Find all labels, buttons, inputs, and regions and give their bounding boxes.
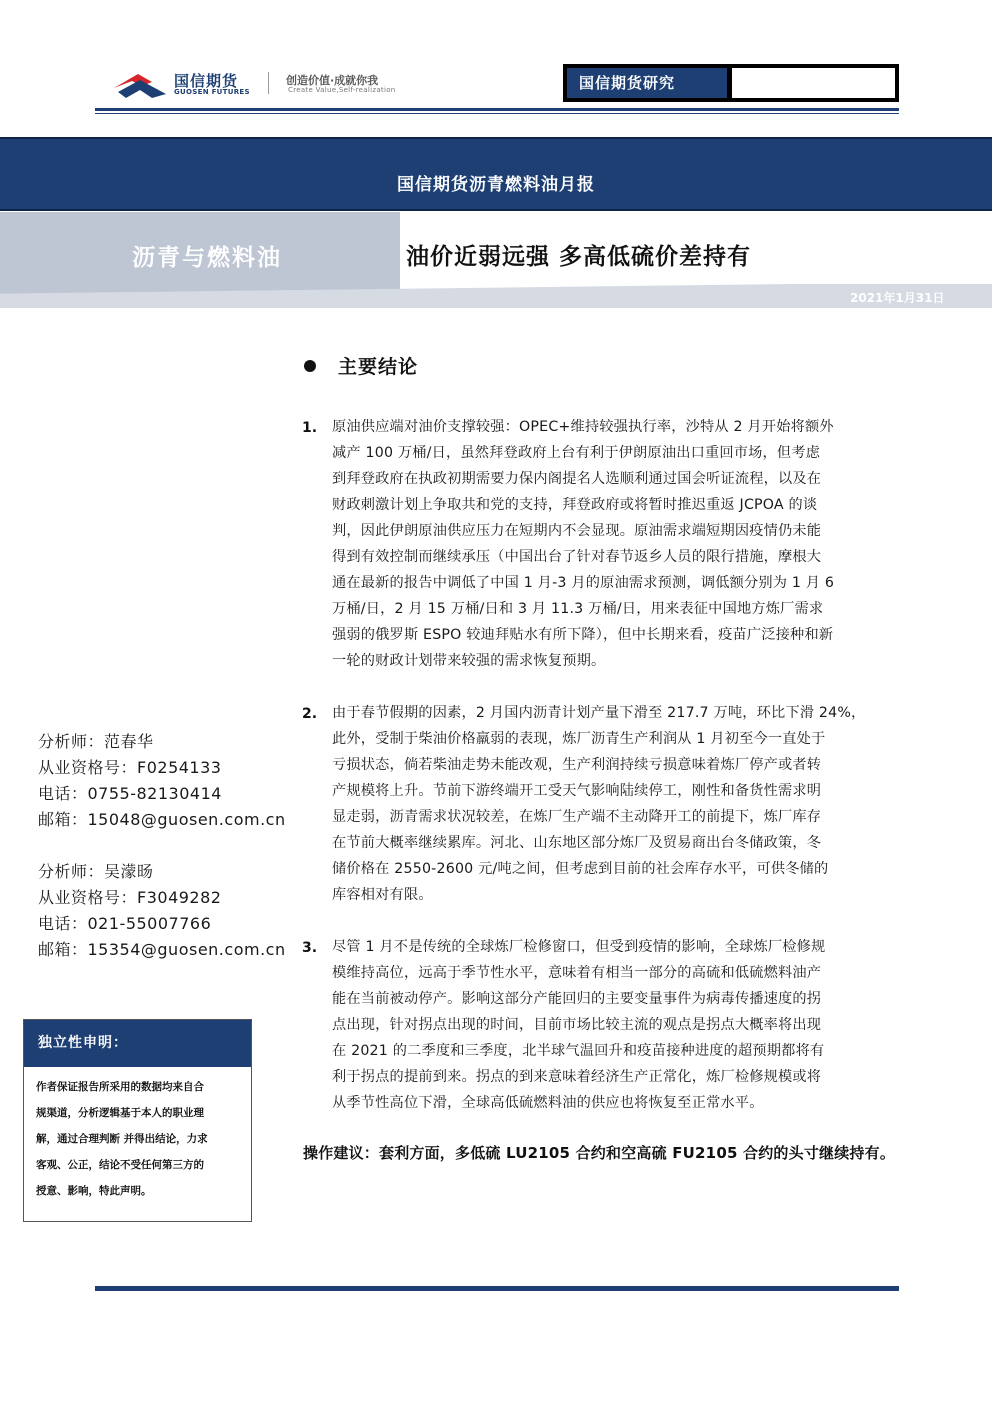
- footer-rule: [95, 1286, 899, 1291]
- paragraph-line: 尽管 1 月不是传统的全球炼厂检修窗口，但受到疫情的影响，全球炼厂检修规: [332, 939, 826, 955]
- header-rule-thin: [95, 113, 899, 114]
- paragraph-line: 点出现，针对拐点出现的时间，目前市场比较主流的观点是拐点大概率将出现: [332, 1017, 822, 1033]
- paragraph-line: 得到有效控制而继续承压（中国出台了针对春节返乡人员的限行措施，摩根大: [332, 549, 822, 565]
- paragraph-number: 2.: [302, 706, 318, 722]
- paragraph-body: [332, 414, 920, 674]
- slogan: 创造价值·成就你我: [286, 74, 379, 87]
- paragraph-line: 在 2021 的二季度和三季度，北半球气温回升和疫苗接种进度的超预期都将有: [332, 1043, 825, 1059]
- report-date: 2021年1月31日: [850, 291, 945, 305]
- paragraph-line: 到拜登政府在执政初期需要力保内阁提名人选顺利通过国会听证流程，以及在: [332, 471, 822, 487]
- headline: 油价近弱远强 多高低硫价差持有: [406, 244, 752, 270]
- analyst-card: [38, 729, 286, 833]
- analyst-phone: 电话：0755-82130414: [38, 784, 222, 803]
- research-label: 国信期货研究: [567, 68, 727, 98]
- analyst-cert: 从业资格号：F3049282: [38, 888, 222, 907]
- slogan-english: Create Value,Self-realization: [288, 86, 396, 94]
- guosen-logo-icon: [112, 68, 168, 102]
- analyst-name: 分析师：范春华: [38, 732, 154, 751]
- analyst-card: [38, 859, 286, 963]
- category-label: 沥青与燃料油: [132, 245, 282, 271]
- paragraph-line: 原油供应端对油价支撑较强：OPEC+维持较强执行率，沙特从 2 月开始将额外: [332, 419, 834, 435]
- header-rule: [95, 108, 899, 111]
- paragraph-number: 1.: [302, 420, 318, 436]
- operation-advice: 操作建议：套利方面，多低硫 LU2105 合约和空高硫 FU2105 合约的头寸继续持有。: [303, 1144, 896, 1162]
- disclaimer-line: 客观、公正，结论不受任何第三方的: [36, 1159, 204, 1171]
- paragraph-line: 由于春节假期的因素，2 月国内沥青计划产量下滑至 217.7 万吨，环比下滑 24%，: [332, 705, 866, 721]
- analyst-email: 邮箱：15354@guosen.com.cn: [38, 940, 286, 959]
- paragraph-line: 产规模将上升。节前下游终端开工受天气影响陆续停工，刚性和备货性需求明: [332, 783, 822, 799]
- paragraph-body: [332, 700, 920, 908]
- section-title: 主要结论: [338, 356, 419, 378]
- research-blank: [732, 68, 895, 98]
- paragraph-line: 财政刺激计划上争取共和党的支持，拜登政府或将暂时推迟重返 JCPOA 的谈: [332, 497, 818, 513]
- paragraph-line: 强弱的俄罗斯 ESPO 较迪拜贴水有所下降），但中长期来看，疫苗广泛接种和新: [332, 627, 834, 643]
- paragraph-line: 一轮的财政计划带来较强的需求恢复预期。: [332, 653, 606, 669]
- paragraph-line: 模维持高位，远高于季节性水平，意味着有相当一部分的高硫和低硫燃料油产: [332, 965, 822, 981]
- paragraph-line: 储价格在 2550-2600 元/吨之间，但考虑到目前的社会库存水平，可供冬储的: [332, 861, 829, 877]
- logo-text: 国信期货: [174, 72, 239, 90]
- paragraph-body: [332, 934, 920, 1116]
- paragraph-line: 判，因此伊朗原油供应压力在短期内不会显现。原油需求端短期因疫情仍未能: [332, 523, 822, 539]
- analyst-cert: 从业资格号：F0254133: [38, 758, 222, 777]
- paragraph-number: 3.: [302, 940, 318, 956]
- paragraph-line: 减产 100 万桶/日，虽然拜登政府上台有利于伊朗原油出口重回市场，但考虑: [332, 445, 821, 461]
- disclaimer-line: 授意、影响，特此声明。: [36, 1185, 152, 1197]
- logo-divider: [268, 72, 269, 94]
- paragraph-line: 能在当前被动停产。影响这部分产能回归的主要变量事件为病毒传播速度的拐: [332, 991, 822, 1007]
- bullet-icon: [304, 360, 316, 372]
- paragraph-line: 亏损状态，倘若柴油走势未能改观，生产利润持续亏损意味着炼厂停产或者转: [332, 757, 822, 773]
- analyst-name: 分析师：吴濛旸: [38, 862, 154, 881]
- report-title: 国信期货沥青燃料油月报: [397, 175, 595, 195]
- paragraph-line: 此外，受制于柴油价格羸弱的表现，炼厂沥青生产利润从 1 月初至今一直处于: [332, 731, 826, 747]
- disclaimer-line: 作者保证报告所采用的数据均来自合: [36, 1081, 204, 1093]
- disclaimer-line: 解，通过合理判断 并得出结论，力求: [36, 1133, 208, 1145]
- disclaimer-body: [36, 1074, 242, 1204]
- paragraph-line: 通在最新的报告中调低了中国 1 月-3 月的原油需求预测，调低额分别为 1 月 6: [332, 575, 835, 591]
- logo-english: GUOSEN FUTURES: [174, 88, 250, 96]
- disclaimer-title: 独立性申明：: [24, 1020, 251, 1067]
- paragraph-line: 万桶/日，2 月 15 万桶/日和 3 月 11.3 万桶/日，用来表征中国地方炼厂需求: [332, 601, 824, 617]
- paragraph-line: 库容相对有限。: [332, 887, 433, 903]
- analyst-phone: 电话：021-55007766: [38, 914, 212, 933]
- paragraph-line: 在节前大概率继续累库。河北、山东地区部分炼厂及贸易商出台冬储政策，冬: [332, 835, 822, 851]
- paragraph-line: 从季节性高位下滑，全球高低硫燃料油的供应也将恢复至正常水平。: [332, 1095, 764, 1111]
- paragraph-line: 显走弱，沥青需求状况较差，在炼厂生产端不主动降开工的前提下，炼厂库存: [332, 809, 822, 825]
- analyst-email: 邮箱：15048@guosen.com.cn: [38, 810, 286, 829]
- paragraph-line: 利于拐点的提前到来。拐点的到来意味着经济生产正常化，炼厂检修规模或将: [332, 1069, 822, 1085]
- disclaimer-line: 规渠道，分析逻辑基于本人的职业理: [36, 1107, 204, 1119]
